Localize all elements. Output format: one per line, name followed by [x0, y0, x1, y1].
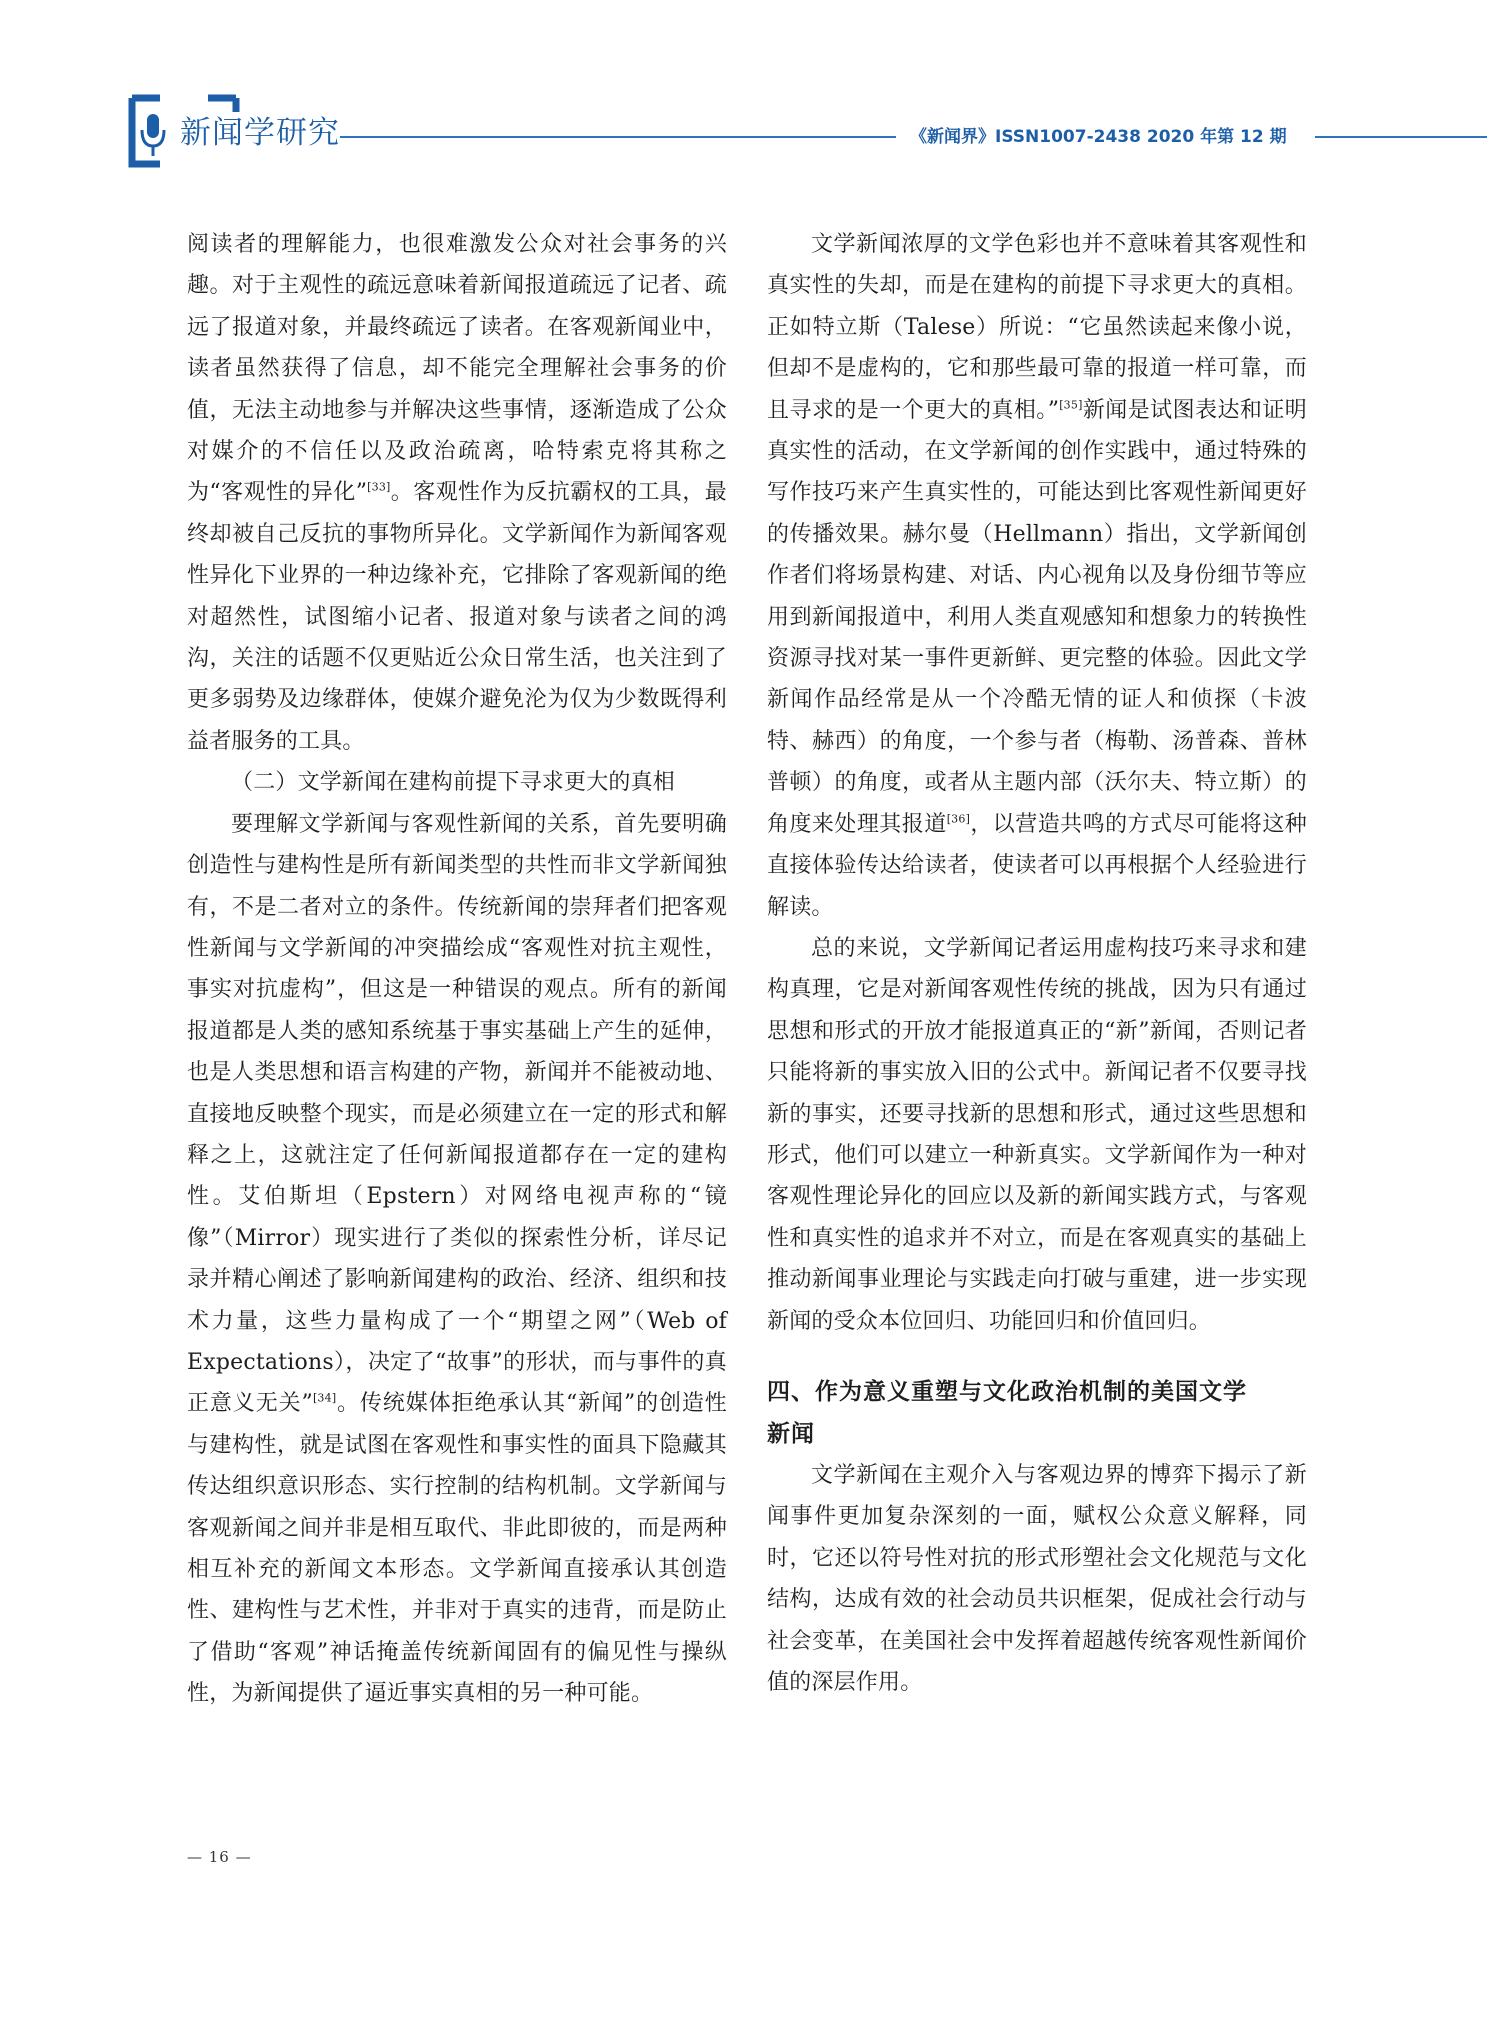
header-rule-left: [340, 136, 896, 138]
paragraph-continued: [187, 224, 727, 762]
section-heading-line: 四、作为意义重塑与文化政治机制的美国文学: [767, 1378, 1247, 1405]
section-heading-line: 新闻: [767, 1420, 815, 1447]
right-column: [767, 224, 1307, 1703]
footnote-ref: [34]: [312, 1392, 337, 1406]
paragraph-text: 新闻是试图表达和证明真实性的活动，在文学新闻的创作实践中，通过特殊的写作技巧来产生真实性的，可能达到比客观性新闻更好的传播效果。赫尔曼（Hellmann）指出，文学新闻创作者们将场景构建、对话、内心视角以及身份细节等应用到新闻报道中，利用人类直观感知和想象力的转换性资源寻找对某一事件更新鲜、更完整的体验。因此文学新闻作品经常是从一个冷酷无情的证人和侦探（卡波特、赫西）的角度，一个参与者（梅勒、汤普森、普林普顿）的角度，或者从主题内部（沃尔夫、特立斯）的角度来处理其报道: [767, 397, 1307, 837]
left-column: [187, 224, 727, 1715]
paragraph-text: ，以营造共鸣的方式尽可能将这种直接体验传达给读者，使读者可以再根据个人经验进行解读。: [767, 811, 1307, 920]
section-title: 新闻学研究: [180, 115, 340, 151]
paragraph: [767, 224, 1307, 928]
section-gap: [767, 1342, 1307, 1371]
header-rule-right: [1315, 136, 1487, 138]
journal-info: 《新闻界》ISSN1007-2438 2020 年第 12 期: [910, 127, 1287, 147]
paragraph: 文学新闻在主观介入与客观边界的博弈下揭示了新闻事件更加复杂深刻的一面，赋权公众意义解释，同时，它还以符号性对抗的形式形塑社会文化规范与文化结构，达成有效的社会动员共识框架，促成社会行动与社会变革，在美国社会中发挥着超越传统客观性新闻价值的深层作用。: [767, 1462, 1307, 1695]
paragraph-text: 。客观性作为反抗霸权的工具，最终却被自己反抗的事物所异化。文学新闻作为新闻客观性异化下业界的一种边缘补充，它排除了客观新闻的绝对超然性，试图缩小记者、报道对象与读者之间的鸿沟，关注的话题不仅更贴近公众日常生活，也关注到了更多弱势及边缘群体，使媒介避免沦为仅为少数既得利益者服务的工具。: [187, 480, 727, 754]
paragraph: 总的来说，文学新闻记者运用虚构技巧来寻求和建构真理，它是对新闻客观性传统的挑战，因为只有通过思想和形式的开放才能报道真正的“新”新闻，否则记者只能将新的事实放入旧的公式中。新闻记者不仅要寻找新的事实，还要寻找新的思想和形式，通过这些思想和形式，他们可以建立一种新真实。文学新闻作为一种对客观性理论异化的回应以及新的新闻实践方式，与客观性和真实性的追求并不对立，而是在客观真实的基础上推动新闻事业理论与实践走向打破与重建，进一步实现新闻的受众本位回归、功能回归和价值回归。: [767, 935, 1307, 1334]
footnote-ref: [35]: [1059, 398, 1083, 412]
paragraph-text: 文学新闻浓厚的文学色彩也并不意味着其客观性和真实性的失却，而是在建构的前提下寻求更大的真相。正如特立斯（Talese）所说：“它虽然读起来像小说，但却不是虚构的，它和那些最可靠的报道一样可靠，而且寻求的是一个更大的真相。”: [767, 232, 1307, 423]
paragraph: [187, 804, 727, 1715]
paragraph-text: 。传统媒体拒绝承认其“新闻”的创造性与建构性，就是试图在客观性和事实性的面具下隐藏其传达组织意识形态、实行控制的结构机制。文学新闻与客观新闻之间并非是相互取代、非此即彼的，而是两种相互补充的新闻文本形态。文学新闻直接承认其创造性、建构性与艺术性，并非对于真实的违背，而是防止了借助“客观”神话掩盖传统新闻固有的偏见性与操纵性，为新闻提供了逼近事实真相的另一种可能。: [187, 1391, 727, 1707]
footnote-ref: [33]: [367, 481, 391, 495]
page-number: — 16 —: [187, 1848, 252, 1866]
paragraph-text: 要理解文学新闻与客观性新闻的关系，首先要明确创造性与建构性是所有新闻类型的共性而非文学新闻独有，不是二者对立的条件。传统新闻的崇拜者们把客观性新闻与文学新闻的冲突描绘成“客观性对抗主观性，事实对抗虚构”，但这是一种错误的观点。所有的新闻报道都是人类的感知系统基于事实基础上产生的延伸，也是人类思想和语言构建的产物，新闻并不能被动地、直接地反映整个现实，而是必须建立在一定的形式和解释之上，这就注定了任何新闻报道都存在一定的建构性。艾伯斯坦（Epstern）对网络电视声称的“镜像”（Mirror）现实进行了类似的探索性分析，详尽记录并精心阐述了影响新闻建构的政治、经济、组织和技术力量，这些力量构成了一个“期望之网”（Web of Expectations），决定了“故事”的形状，而与事件的真正意义无关”: [187, 811, 727, 1417]
section-heading: [767, 1371, 1307, 1455]
subsection-heading: （二）文学新闻在建构前提下寻求更大的真相: [231, 770, 676, 796]
paragraph-text: 阅读者的理解能力，也很难激发公众对社会事务的兴趣。对于主观性的疏远意味着新闻报道疏远了记者、疏远了报道对象，并最终疏远了读者。在客观新闻业中，读者虽然获得了信息，却不能完全理解社会事务的价值，无法主动地参与并解决这些事情，逐渐造成了公众对媒介的不信任以及政治疏离，哈特索克将其称之为“客观性的异化”: [187, 232, 727, 506]
footnote-ref: [36]: [946, 812, 971, 826]
